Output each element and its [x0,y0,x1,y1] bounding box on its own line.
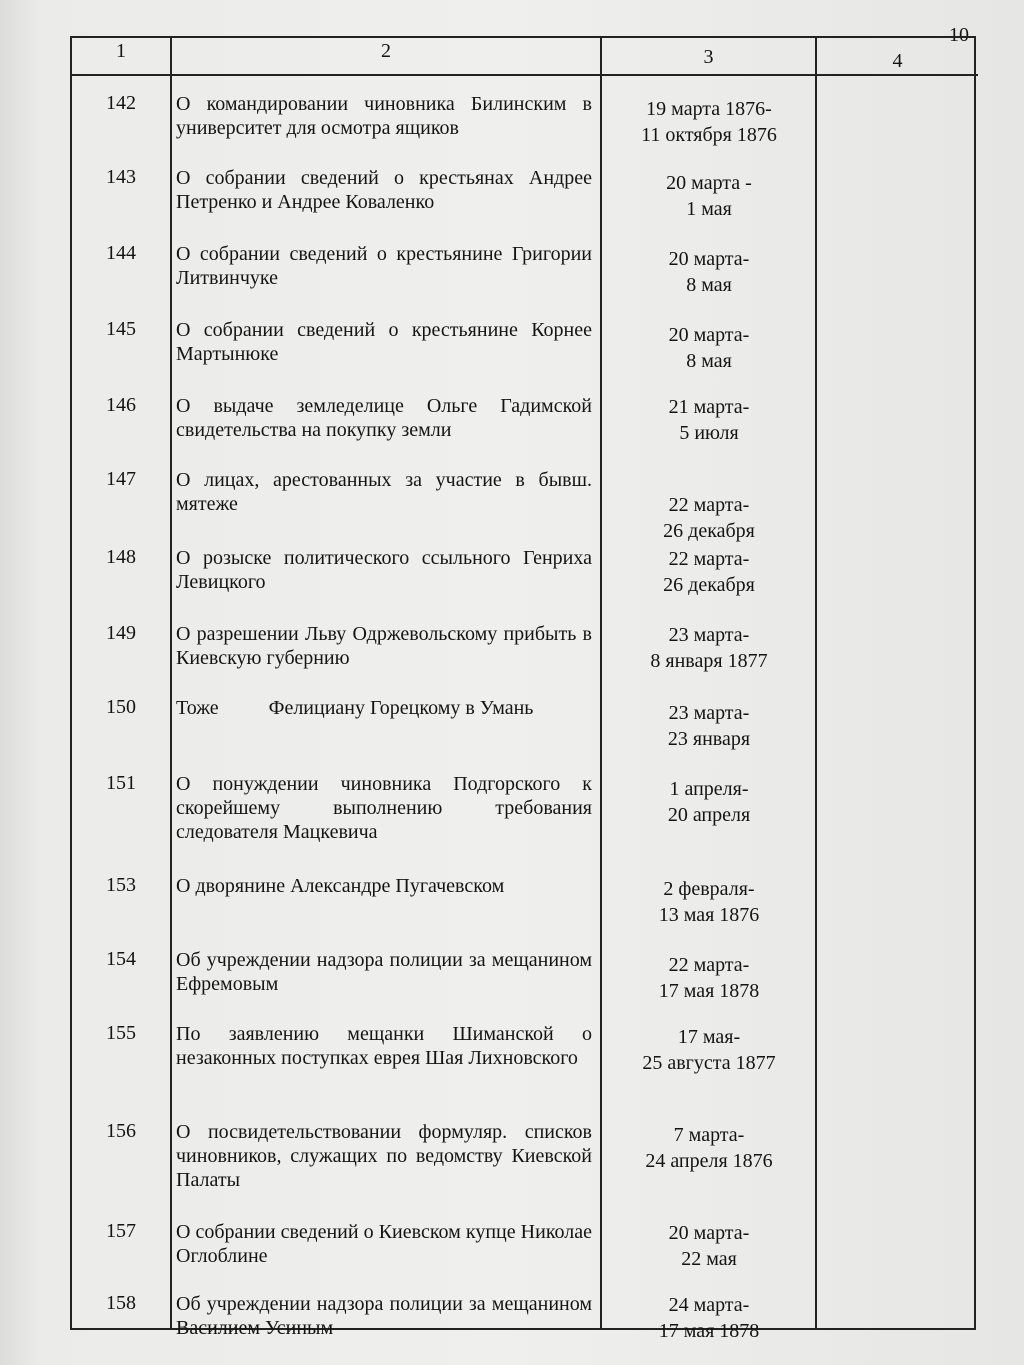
row-description: О понуждении чиновника Подгорского к скорейшему выполнению требования следователя Мацкевича [176,773,592,843]
date-start: 2 февраля- [663,878,755,900]
row-dates [604,246,814,298]
row-dates [604,700,814,752]
column-header-2: 2 [381,40,391,62]
date-end: 25 августа 1877 [642,1052,776,1074]
row-dates [604,1292,814,1344]
row-number: 153 [106,874,136,896]
row-number: 143 [106,166,136,188]
row-description: О собрании сведений о Киевском купце Николае Оглоблине [176,1221,592,1267]
row-dates [604,776,814,828]
row-number: 145 [106,318,136,340]
row-dates [604,96,814,148]
row-description: О дворянине Александре Пугачевском [176,875,505,897]
date-start: 23 марта- [668,702,750,724]
row-description: О собрании сведений о крестьянине Григории Литвинчуке [176,243,592,289]
row-dates [604,546,814,598]
date-start: 17 мая- [677,1026,741,1048]
date-start: 23 марта- [668,624,750,646]
row-number: 151 [106,772,136,794]
row-description: О разрешении Льву Одржевольскому прибыть в Киевскую губернию [176,623,592,669]
archive-inventory-table [70,36,976,1342]
row-dates [604,876,814,928]
date-end: 8 мая [686,274,732,296]
column-divider-2 [600,38,602,1328]
row-number: 150 [106,696,136,718]
row-number: 157 [106,1220,136,1242]
date-start: 21 марта- [668,396,750,418]
date-start: 22 марта- [668,548,750,570]
date-start: 20 марта- [668,324,750,346]
date-start: 20 марта- [668,1222,750,1244]
row-dates [604,952,814,1004]
row-number: 147 [106,468,136,490]
row-description: О розыске политического ссыльного Генриха Левицкого [176,547,592,593]
date-end: 11 октября 1876 [641,124,777,146]
date-end: 20 апреля [667,804,751,826]
date-start: 24 марта- [668,1294,750,1316]
row-description: Тоже Фелициану Горецкому в Умань [176,697,534,719]
row-description: О выдаче земледелице Ольге Гадимской свидетельства на покупку земли [176,395,592,441]
row-dates [604,622,814,674]
date-end: 8 января 1877 [650,650,768,672]
date-start: 7 марта- [673,1124,745,1146]
row-number: 158 [106,1292,136,1314]
date-end: 26 декабря [663,574,755,596]
row-description: Об учреждении надзора полиции за мещанином Ефремовым [176,949,592,995]
row-description: По заявлению мещанки Шиманской о незаконных поступках еврея Шая Лихновского [176,1023,592,1069]
row-dates [604,1024,814,1076]
row-number: 142 [106,92,136,114]
date-end: 1 мая [686,198,732,220]
date-end: 13 мая 1876 [658,904,760,926]
date-start: 22 марта- [668,954,750,976]
row-dates [604,170,814,222]
row-number: 148 [106,546,136,568]
column-header-1: 1 [116,40,126,62]
row-description: О лицах, арестованных за участие в бывш. мятеже [176,469,592,515]
row-number: 154 [106,948,136,970]
row-description: О собрании сведений о крестьянине Корнее Мартынюке [176,319,592,365]
row-description: Об учреждении надзора полиции за мещанином Василием Усиным [176,1293,592,1339]
date-end: 17 мая 1878 [658,980,760,1002]
date-end: 17 мая 1878 [658,1320,760,1342]
row-description: О собрании сведений о крестьянах Андрее Петренко и Андрее Коваленко [176,167,592,213]
row-description: О командировании чиновника Билинским в университет для осмотра ящиков [176,93,592,139]
column-divider-1 [170,38,172,1328]
row-description: О посвидетельствовании формуляр. списков чиновников, служащих по ведомству Киевской Палаты [176,1121,592,1191]
row-number: 144 [106,242,136,264]
row-dates [604,492,814,544]
column-header-4: 4 [892,50,903,72]
row-dates [604,1220,814,1272]
row-dates [604,1122,814,1174]
date-end: 5 июля [679,422,739,444]
row-number: 149 [106,622,136,644]
row-number: 155 [106,1022,136,1044]
column-divider-3 [815,38,817,1328]
header-divider [72,74,978,76]
date-end: 24 апреля 1876 [645,1150,773,1172]
row-number: 146 [106,394,136,416]
row-dates [604,394,814,446]
date-start: 20 марта- [668,248,750,270]
date-end: 26 декабря [663,520,755,542]
date-end: 22 мая [681,1248,737,1270]
column-header-3: 3 [703,46,714,68]
date-start: 20 марта - [666,172,752,194]
row-dates [604,322,814,374]
date-end: 23 января [667,728,751,750]
row-number: 156 [106,1120,136,1142]
date-start: 1 апреля- [669,778,749,800]
date-start: 22 марта- [668,494,750,516]
page-number: 10 [949,24,969,46]
date-start: 19 марта 1876- [646,98,772,120]
date-end: 8 мая [686,350,732,372]
